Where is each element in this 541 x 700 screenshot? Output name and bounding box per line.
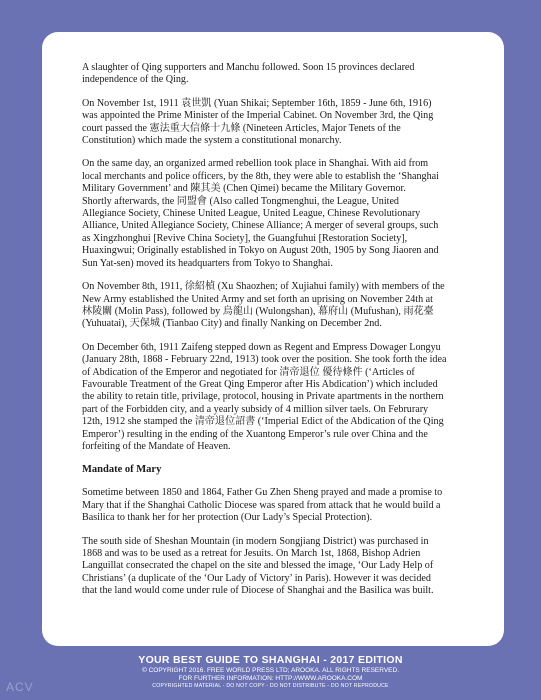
- paragraph-5: On December 6th, 1911 Zaifeng stepped down as Regent and Empress Dowager Longyu (January 28th, 1868 - February 22nd, 1913) took over the position. She took forth the idea of Abdication of the Emperor and negotiated for 清帝退位 優待條件 (‘Articles of Favourable Treatment of the Great Qing Emperor after His Abdication’) which included the ability to retain title, privilage, protocol, housing in Private apartments in the northern part of the Forbidden city, and a yearly subsidy of 4 million silver taels. On Februrary 12th, 1912 she stamped the 清帝退位詔書 (‘Imperial Edict of the Abdication of the Qing Emperor’) resulting in the ending of the Xuantong Emperor’s rule over China and the forfeiting of the Mandate of Heaven.: [82, 341, 447, 452]
- section-heading: Mandate of Mary: [82, 464, 162, 476]
- footer-copyright: © COPYRIGHT 2016. FREE WORLD PRESS LTD; AROOKA. ALL RIGHTS RESERVED.: [141, 667, 400, 674]
- footer: [0, 654, 541, 690]
- paragraph-2: On November 1st, 1911 袁世凱 (Yuan Shikai; September 16th, 1859 - June 6th, 1916) was appointed the Prime Minister of the Imperial Cabinet. On November 3rd, the Qing court passed the 憲法重大信條十九條 (Nineteen Articles, Major Tenets of the Constitution) which made the system a constitutional monarchy.: [82, 97, 434, 147]
- paragraph-7: The south side of Sheshan Mountain (in modern Songjiang District) was purchased in 1868 and was to be used as a retreat for Jesuits. On March 1st, 1868, Bishop Adrien Languillat consecrated the chapel on the site and blessed the image, ‘Our Lady Help of Christians’ (a duplicate of the ‘Our Lady of Victory’ in Paris). However it was decided that the land would come under rule of Diocese of Shanghai and the Basilica was built.: [82, 535, 434, 597]
- footer-notice: COPYRIGHTED MATERIAL - DO NOT COPY - DO NOT DISTRIBUTE - DO NOT REPRODUCE: [152, 683, 389, 689]
- footer-info-link[interactable]: FOR FURTHER INFORMATION: HTTP://WWW.AROOKA.COM: [178, 675, 363, 682]
- page-card: [42, 32, 504, 646]
- watermark: ACV: [6, 680, 34, 694]
- paragraph-1: A slaughter of Qing supporters and Manchu followed. Soon 15 provinces declared independence of the Qing.: [82, 62, 415, 86]
- paragraph-3: On the same day, an organized armed rebellion took place in Shanghai. With aid from local merchants and police officers, by the 8th, they were able to establish the ‘Shanghai Military Government’ and 陳其美 (Chen Qimei) became the Military Governor. Shortly afterwards, the 同盟會 (Also called Tongmenghui, the League, United Allegiance Society, Chinese United League, United League, Chinese Revolutionary Alliance, United Allegiance Society, Chinese Alliance; A merger of several groups, such as Xingzhonghui [Revive China Society], the Guangfuhui [Restoration Society], Huaxingwui; Originally established in Tokyo on August 20th, 1905 by Song Jiaoren and Sun Yat-sen) moved its headquarters from Tokyo to Shanghai.: [82, 158, 439, 269]
- paragraph-4: On November 8th, 1911, 徐紹楨 (Xu Shaozhen; of Xujiahui family) with members of the New Army established the United Army and set forth an uprising on November 24th at 林陵關 (Molin Pass), followed by 烏龍山 (Wulongshan), 幕府山 (Mufushan), 雨花臺 (Yuhuatai), 天保城 (Tianbao City) and finally Nanking on December 2nd.: [82, 281, 445, 330]
- paragraph-6: Sometime between 1850 and 1864, Father Gu Zhen Sheng prayed and made a promise to Mary that if the Shanghai Catholic Diocese was spared from attack that he would build a Basilica to thank her for her protection (Our Lady’s Special Protection).: [82, 487, 443, 524]
- footer-title: YOUR BEST GUIDE TO SHANGHAI - 2017 EDITION: [138, 654, 403, 666]
